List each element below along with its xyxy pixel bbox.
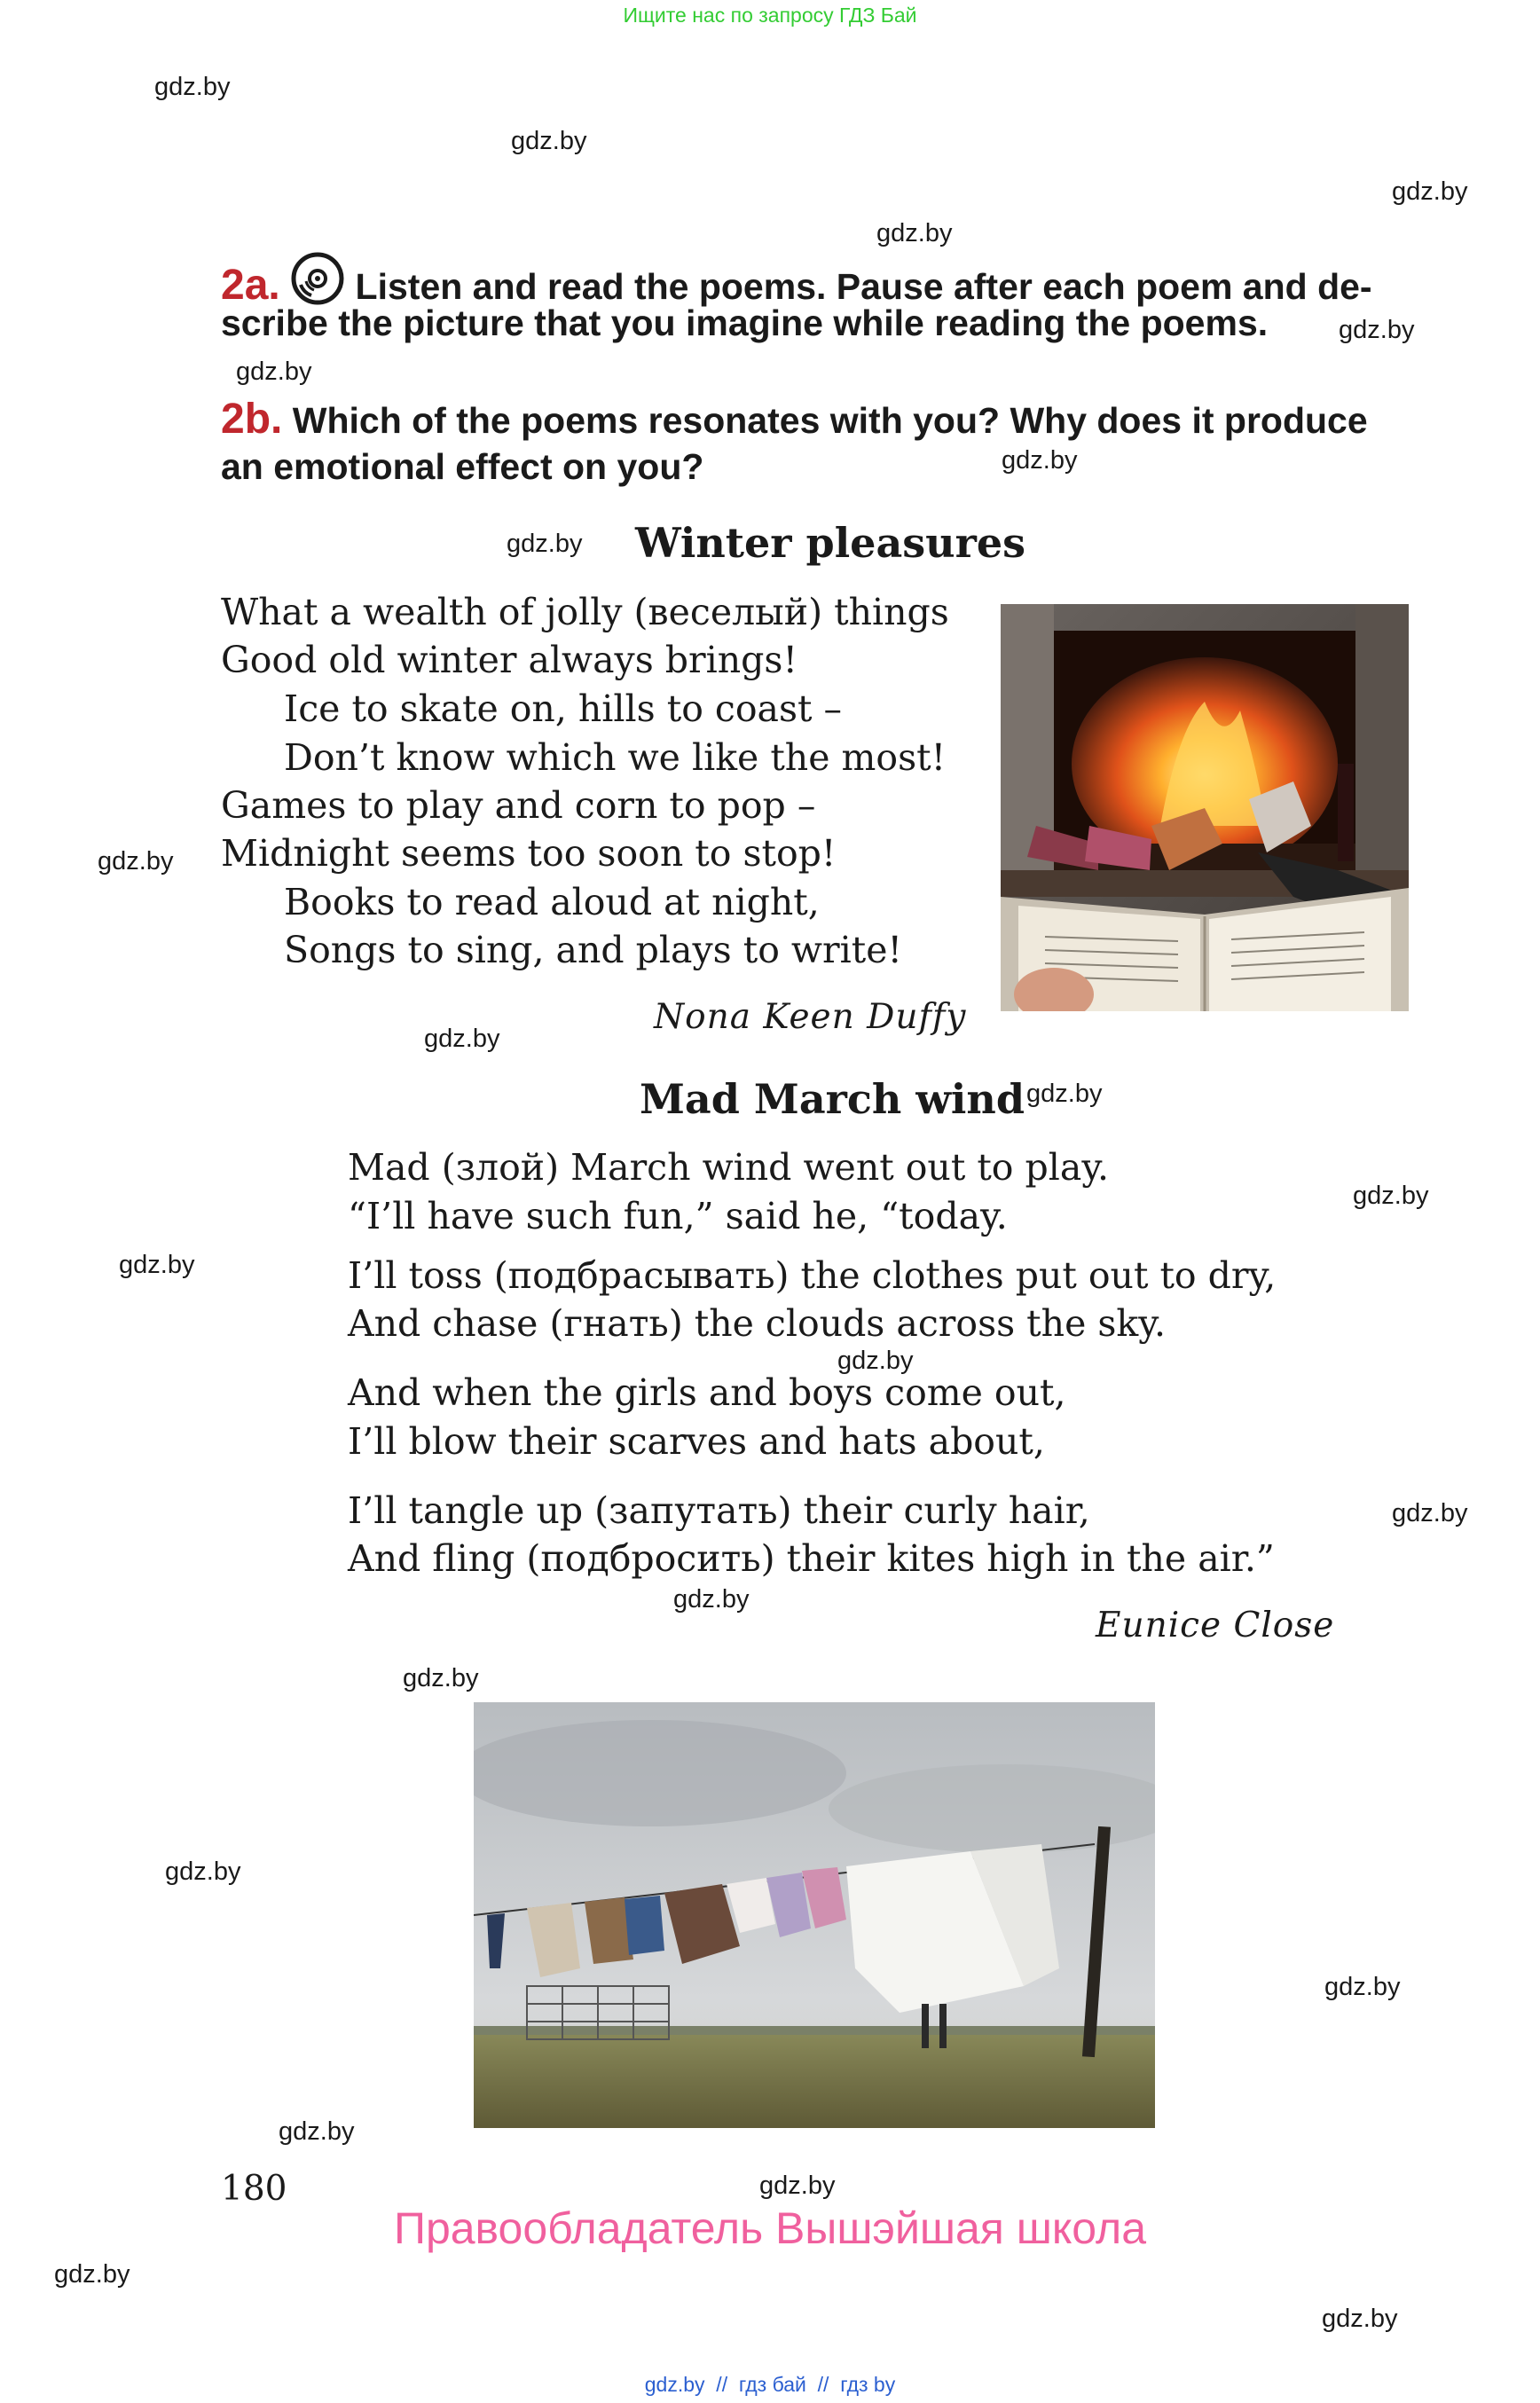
top-banner: Ищите нас по запросу ГДЗ Бай	[623, 4, 917, 27]
watermark: gdz.by	[759, 2171, 836, 2200]
poem1-line: What a wealth of jolly (веселый) things	[221, 591, 949, 633]
poem2-line: “I’ll have such fun,” said he, “today.	[348, 1195, 1008, 1237]
poem1-author: Nona Keen Duffy	[654, 997, 967, 1037]
page-number: 180	[221, 2169, 287, 2209]
watermark: gdz.by	[165, 1857, 241, 1886]
watermark: gdz.by	[236, 357, 312, 386]
task-2a-number: 2a.	[221, 262, 280, 309]
poem2-line: And chase (гнать) the clouds across the sky.	[348, 1302, 1166, 1345]
poem2-author: Eunice Close	[1096, 1606, 1335, 1645]
cd-disc-icon[interactable]	[290, 251, 345, 306]
poem2-line: I’ll blow their scarves and hats about,	[348, 1420, 1045, 1463]
watermark: gdz.by	[424, 1025, 500, 1053]
watermark: gdz.by	[1339, 316, 1415, 344]
watermark: gdz.by	[1353, 1182, 1429, 1210]
fireplace-photo	[1001, 604, 1409, 1011]
task-2a-line1: Listen and read the poems. Pause after each poem and de-	[355, 266, 1372, 307]
watermark: gdz.by	[54, 2260, 130, 2289]
watermark: gdz.by	[1002, 446, 1078, 475]
task-2b	[221, 397, 1368, 444]
watermark: gdz.by	[511, 127, 587, 155]
watermark: gdz.by	[837, 1347, 914, 1375]
watermark: gdz.by	[1324, 1973, 1401, 2001]
task-2b-line1: Which of the poems resonates with you? Why does it produce	[292, 400, 1368, 441]
watermark: gdz.by	[673, 1585, 750, 1614]
poem1-line: Don’t know which we like the most!	[284, 736, 947, 779]
task-2b-line2: an emotional effect on you?	[221, 446, 704, 487]
poem1-title: Winter pleasures	[635, 519, 1025, 567]
footer-links[interactable]: gdz.by // гдз бай // гдз by	[644, 2373, 896, 2396]
poem2-title: Mad March wind	[640, 1075, 1025, 1123]
poem1-line: Songs to sing, and plays to write!	[284, 929, 902, 971]
poem2-line: And when the girls and boys come out,	[348, 1371, 1066, 1414]
poem1-line: Midnight seems too soon to stop!	[221, 832, 837, 875]
watermark: gdz.by	[119, 1251, 195, 1279]
poem2-line: Mad (злой) March wind went out to play.	[348, 1146, 1110, 1189]
watermark: gdz.by	[279, 2117, 355, 2146]
watermark: gdz.by	[154, 73, 231, 101]
rights-holder: Правообладатель Вышэйшая школа	[394, 2203, 1146, 2253]
watermark: gdz.by	[1392, 177, 1468, 206]
poem2-line: I’ll toss (подбрасывать) the clothes put out to dry,	[348, 1254, 1277, 1297]
clothesline-photo	[474, 1702, 1155, 2128]
poem1-line: Games to play and corn to pop –	[221, 784, 816, 827]
watermark: gdz.by	[403, 1664, 479, 1692]
poem1-line: Good old winter always brings!	[221, 639, 798, 681]
poem2-line: And fling (подбросить) their kites high in the air.”	[348, 1537, 1275, 1580]
watermark: gdz.by	[1322, 2305, 1398, 2333]
watermark: gdz.by	[98, 847, 174, 876]
task-2b-number: 2b.	[221, 396, 283, 443]
watermark: gdz.by	[876, 219, 953, 247]
poem1-line: Books to read aloud at night,	[284, 881, 820, 923]
task-2a-line2: scribe the picture that you imagine while reading the poems.	[221, 302, 1269, 343]
watermark: gdz.by	[1026, 1080, 1103, 1108]
poem1-line: Ice to skate on, hills to coast –	[284, 687, 843, 730]
watermark: gdz.by	[1392, 1499, 1468, 1527]
poem2-line: I’ll tangle up (запутать) their curly hair,	[348, 1489, 1090, 1532]
watermark: gdz.by	[507, 530, 583, 558]
